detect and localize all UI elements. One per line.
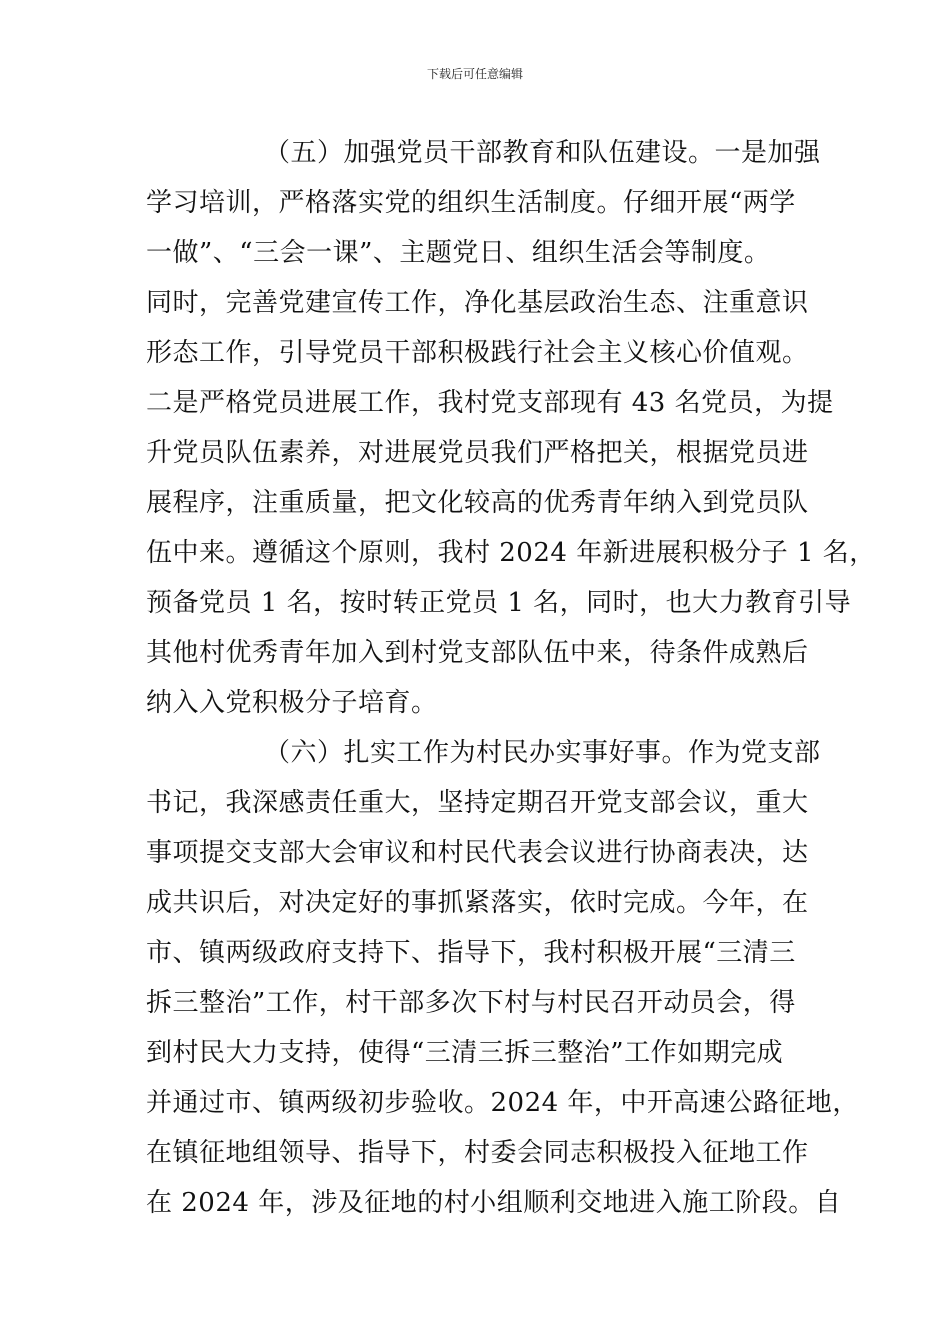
paragraph-5-line-3: 一做”、“三会一课”、主题党日、组织生活会等制度。 <box>146 238 771 268</box>
paragraph-5-line-9: 伍中来。遵循这个原则，我村 2024 年新进展积极分子 1 名， <box>146 538 876 568</box>
paragraph-6-line-8: 并通过市、镇两级初步验收。2024 年，中开高速公路征地， <box>146 1088 859 1118</box>
paragraph-5-line-6: 二是严格党员进展工作，我村党支部现有 43 名党员，为提 <box>146 388 834 418</box>
paragraph-6-line-1: （六）扎实工作为村民办实事好事。作为党支部 <box>264 738 821 768</box>
paragraph-5-line-5: 形态工作，引导党员干部积极践行社会主义核心价值观。 <box>146 338 809 368</box>
paragraph-5-line-4: 同时，完善党建宣传工作，净化基层政治生态、注重意识 <box>146 288 809 318</box>
paragraph-6-line-7: 到村民大力支持，使得“三清三拆三整治”工作如期完成 <box>146 1038 784 1068</box>
paragraph-5-line-8: 展程序，注重质量，把文化较高的优秀青年纳入到党员队 <box>146 488 809 518</box>
body-text <box>146 128 876 1228</box>
paragraph-5-line-7: 升党员队伍素养，对进展党员我们严格把关，根据党员进 <box>146 438 809 468</box>
paragraph-6-line-4: 成共识后，对决定好的事抓紧落实，依时完成。今年，在 <box>146 888 809 918</box>
header-note: 下载后可任意编辑 <box>426 67 523 81</box>
paragraph-6-line-3: 事项提交支部大会审议和村民代表会议进行协商表决，达 <box>146 838 809 868</box>
paragraph-5-line-2: 学习培训，严格落实党的组织生活制度。仔细开展“两学 <box>146 188 796 218</box>
paragraph-5-line-11: 其他村优秀青年加入到村党支部队伍中来，待条件成熟后 <box>146 638 809 668</box>
paragraph-6-line-2: 书记，我深感责任重大，坚持定期召开党支部会议，重大 <box>146 788 809 818</box>
paragraph-6-line-6: 拆三整治”工作，村干部多次下村与村民召开动员会，得 <box>146 988 796 1018</box>
paragraph-5-line-12: 纳入入党积极分子培育。 <box>146 688 438 718</box>
paragraph-6-line-9: 在镇征地组领导、指导下，村委会同志积极投入征地工作 <box>146 1138 809 1168</box>
paragraph-6-line-5: 市、镇两级政府支持下、指导下，我村积极开展“三清三 <box>146 938 796 968</box>
paragraph-5-line-10: 预备党员 1 名，按时转正党员 1 名，同时，也大力教育引导 <box>146 588 852 618</box>
paragraph-6-line-10: 在 2024 年，涉及征地的村小组顺利交地进入施工阶段。自 <box>146 1188 842 1218</box>
paragraph-5-line-1: （五）加强党员干部教育和队伍建设。一是加强 <box>264 138 821 168</box>
